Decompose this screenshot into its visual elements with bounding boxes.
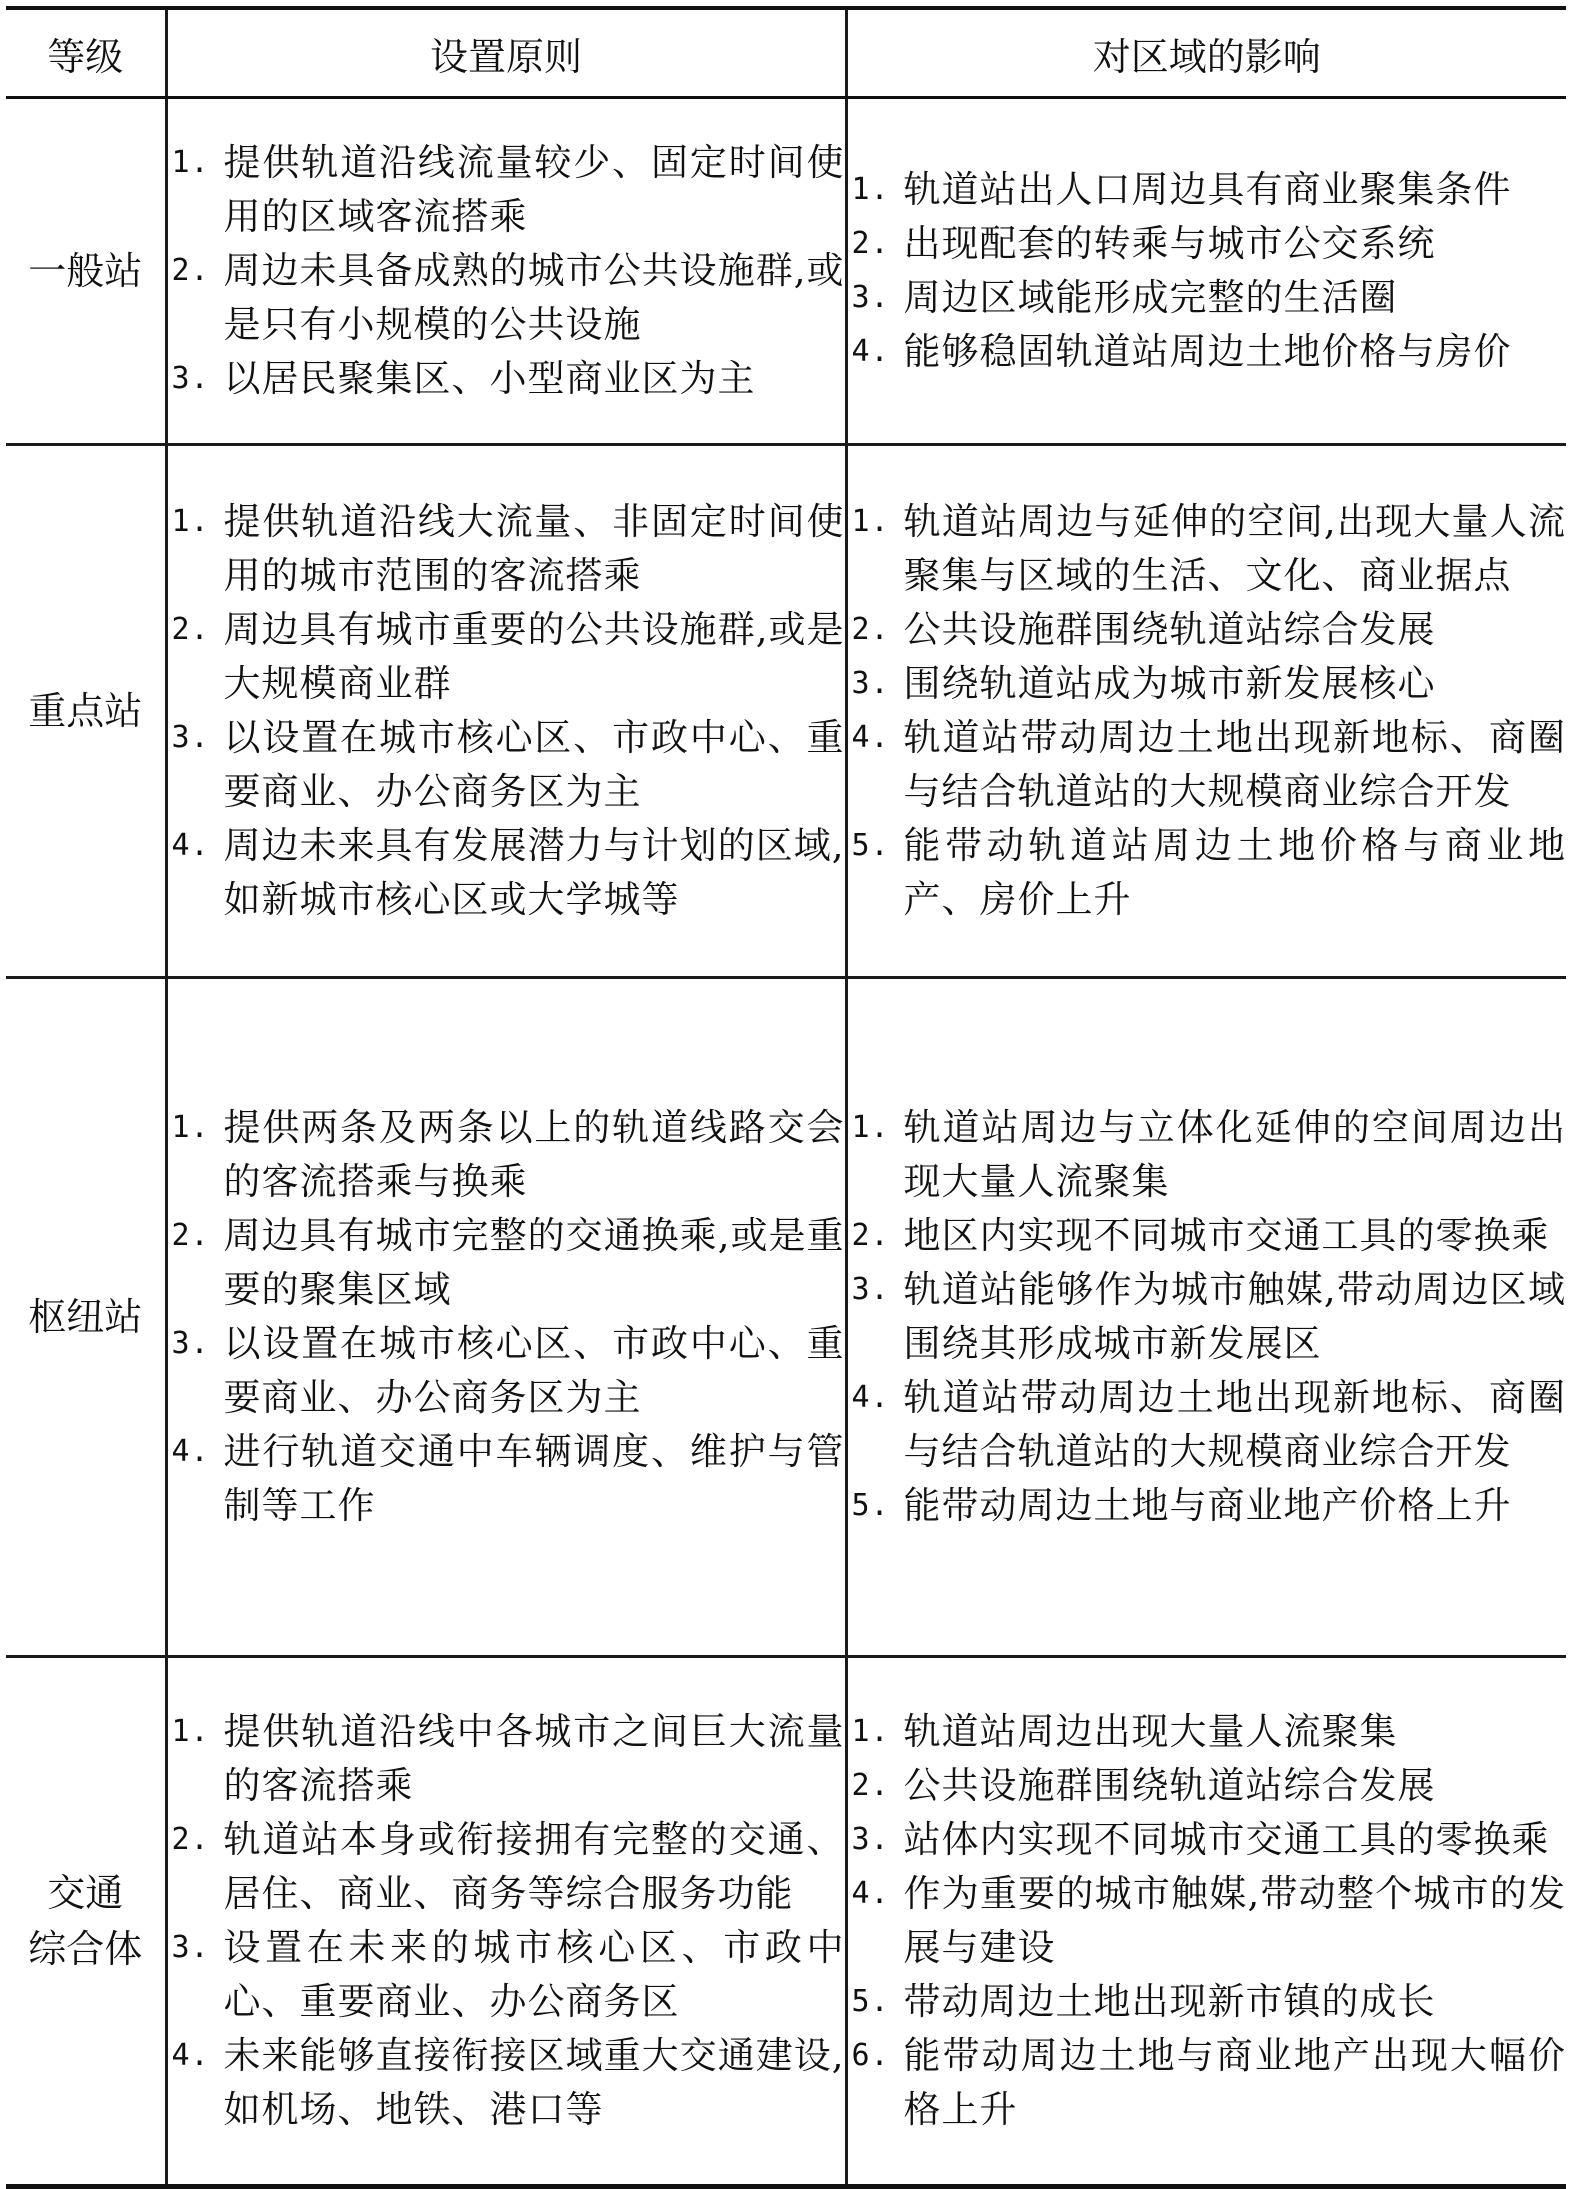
item-number: 4.: [851, 334, 890, 369]
item-number: 3.: [171, 720, 210, 755]
item-text: 周边具有城市完整的交通换乘,或是重要的聚集区域: [223, 1214, 845, 1311]
level-cell: [6, 98, 166, 445]
item-number: 1.: [851, 504, 890, 539]
list-item: [848, 217, 1567, 271]
list-item: [848, 1867, 1567, 1975]
item-number: 2.: [171, 253, 210, 288]
item-number: 3.: [171, 1326, 210, 1361]
level-label: 一般站: [28, 249, 143, 293]
item-number: 5.: [851, 1488, 890, 1523]
list-item: [848, 1975, 1567, 2029]
item-number: 3.: [171, 1930, 210, 1965]
item-text: 公共设施群围绕轨道站综合发展: [903, 1764, 1436, 1807]
item-number: 6.: [851, 2038, 890, 2073]
list-item: [848, 1813, 1567, 1867]
list-item: [848, 325, 1567, 379]
item-text: 站体内实现不同城市交通工具的零换乘: [903, 1818, 1550, 1861]
item-text: 进行轨道交通中车辆调度、维护与管制等工作: [223, 1430, 845, 1527]
item-text: 轨道站带动周边土地出现新地标、商圈与结合轨道站的大规模商业综合开发: [903, 1376, 1566, 1473]
list-item: [848, 1101, 1567, 1209]
item-text: 能够稳固轨道站周边土地价格与房价: [903, 330, 1512, 373]
list-item: [168, 603, 845, 711]
item-number: 3.: [851, 280, 890, 315]
impacts-cell: [846, 98, 1566, 445]
item-number: 1.: [171, 1714, 210, 1749]
item-number: 2.: [851, 612, 890, 647]
item-number: 4.: [851, 1380, 890, 1415]
item-text: 周边区域能形成完整的生活圈: [903, 276, 1398, 319]
table-row: [6, 978, 1566, 1657]
item-text: 以设置在城市核心区、市政中心、重要商业、办公商务区为主: [223, 716, 845, 813]
principles-cell: [166, 1657, 846, 2187]
list-item: [168, 1317, 845, 1425]
item-text: 以居民聚集区、小型商业区为主: [223, 357, 756, 400]
item-number: 2.: [851, 1768, 890, 1803]
list-item: [848, 2029, 1567, 2137]
list-item: [848, 495, 1567, 603]
table-row: [6, 1657, 1566, 2187]
item-text: 周边未具备成熟的城市公共设施群,或是只有小规模的公共设施: [223, 249, 845, 346]
list-item: [168, 1209, 845, 1317]
item-text: 设置在未来的城市核心区、市政中心、重要商业、办公商务区: [223, 1926, 845, 2023]
item-text: 轨道站带动周边土地出现新地标、商圈与结合轨道站的大规模商业综合开发: [903, 716, 1566, 813]
principles-cell: [166, 978, 846, 1657]
item-text: 轨道站能够作为城市触媒,带动周边区域围绕其形成城市新发展区: [903, 1268, 1566, 1365]
list-item: [168, 1921, 845, 2029]
item-number: 5.: [851, 828, 890, 863]
item-text: 轨道站周边与延伸的空间,出现大量人流聚集与区域的生活、文化、商业据点: [903, 500, 1566, 597]
level-cell: [6, 978, 166, 1657]
principles-cell: [166, 98, 846, 445]
item-text: 能带动周边土地与商业地产出现大幅价格上升: [903, 2034, 1566, 2131]
table-header-row: [6, 8, 1566, 98]
item-text: 轨道站周边与立体化延伸的空间周边出现大量人流聚集: [903, 1106, 1566, 1203]
station-classification-table: [6, 6, 1566, 2189]
item-number: 4.: [171, 1434, 210, 1469]
header-principles: 设置原则: [166, 8, 846, 98]
item-text: 提供轨道沿线中各城市之间巨大流量的客流搭乘: [223, 1710, 845, 1807]
item-number: 1.: [851, 1714, 890, 1749]
list-item: [168, 1425, 845, 1533]
list-item: [168, 136, 845, 244]
level-label-line-1: 交通: [47, 1871, 124, 1915]
item-number: 2.: [171, 1822, 210, 1857]
item-text: 提供轨道沿线流量较少、固定时间使用的区域客流搭乘: [223, 141, 845, 238]
list-item: [848, 657, 1567, 711]
list-item: [168, 711, 845, 819]
item-number: 1.: [171, 504, 210, 539]
item-text: 未来能够直接衔接区域重大交通建设,如机场、地铁、港口等: [223, 2034, 845, 2131]
list-item: [848, 1759, 1567, 1813]
list-item: [168, 495, 845, 603]
impacts-cell: [846, 1657, 1566, 2187]
item-text: 周边具有城市重要的公共设施群,或是大规模商业群: [223, 608, 845, 705]
item-number: 4.: [851, 720, 890, 755]
item-number: 1.: [171, 145, 210, 180]
item-number: 3.: [851, 1822, 890, 1857]
list-item: [848, 603, 1567, 657]
item-number: 1.: [851, 1110, 890, 1145]
list-item: [168, 1101, 845, 1209]
item-number: 4.: [171, 828, 210, 863]
list-item: [848, 271, 1567, 325]
item-text: 以设置在城市核心区、市政中心、重要商业、办公商务区为主: [223, 1322, 845, 1419]
list-item: [848, 1705, 1567, 1759]
list-item: [168, 1705, 845, 1813]
list-item: [168, 819, 845, 927]
item-number: 2.: [851, 1218, 890, 1253]
header-impacts: 对区域的影响: [846, 8, 1566, 98]
item-number: 4.: [851, 1876, 890, 1911]
table-row: [6, 98, 1566, 445]
principles-cell: [166, 445, 846, 978]
item-number: 5.: [851, 1984, 890, 2019]
item-text: 轨道站本身或衔接拥有完整的交通、居住、商业、商务等综合服务功能: [223, 1818, 845, 1915]
item-number: 2.: [851, 226, 890, 261]
list-item: [848, 1263, 1567, 1371]
list-item: [168, 352, 845, 406]
item-number: 2.: [171, 1218, 210, 1253]
item-number: 2.: [171, 612, 210, 647]
item-text: 能带动轨道站周边土地价格与商业地产、房价上升: [903, 824, 1566, 921]
level-cell: [6, 1657, 166, 2187]
item-text: 地区内实现不同城市交通工具的零换乘: [903, 1214, 1550, 1257]
item-text: 轨道站周边出现大量人流聚集: [903, 1710, 1398, 1753]
level-cell: [6, 445, 166, 978]
list-item: [848, 819, 1567, 927]
item-text: 提供两条及两条以上的轨道线路交会的客流搭乘与换乘: [223, 1106, 845, 1203]
list-item: [848, 1371, 1567, 1479]
item-text: 轨道站出人口周边具有商业聚集条件: [903, 168, 1512, 211]
level-label: 枢纽站: [28, 1295, 143, 1339]
item-number: 3.: [851, 666, 890, 701]
level-label: 重点站: [28, 689, 143, 733]
item-number: 3.: [851, 1272, 890, 1307]
impacts-cell: [846, 978, 1566, 1657]
item-number: 4.: [171, 2038, 210, 2073]
list-item: [848, 163, 1567, 217]
item-number: 1.: [851, 172, 890, 207]
item-text: 作为重要的城市触媒,带动整个城市的发展与建设: [903, 1872, 1566, 1969]
list-item: [848, 711, 1567, 819]
item-text: 带动周边土地出现新市镇的成长: [903, 1980, 1436, 2023]
header-level: 等级: [6, 8, 166, 98]
item-text: 提供轨道沿线大流量、非固定时间使用的城市范围的客流搭乘: [223, 500, 845, 597]
item-number: 3.: [171, 361, 210, 396]
list-item: [848, 1479, 1567, 1533]
list-item: [168, 1813, 845, 1921]
item-text: 周边未来具有发展潜力与计划的区域,如新城市核心区或大学城等: [223, 824, 845, 921]
table-row: [6, 445, 1566, 978]
list-item: [168, 2029, 845, 2137]
list-item: [168, 244, 845, 352]
item-text: 出现配套的转乘与城市公交系统: [903, 222, 1436, 265]
item-number: 1.: [171, 1110, 210, 1145]
item-text: 能带动周边土地与商业地产价格上升: [903, 1484, 1512, 1527]
list-item: [848, 1209, 1567, 1263]
impacts-cell: [846, 445, 1566, 978]
level-label-line-2: 综合体: [28, 1927, 143, 1971]
item-text: 围绕轨道站成为城市新发展核心: [903, 662, 1436, 705]
item-text: 公共设施群围绕轨道站综合发展: [903, 608, 1436, 651]
